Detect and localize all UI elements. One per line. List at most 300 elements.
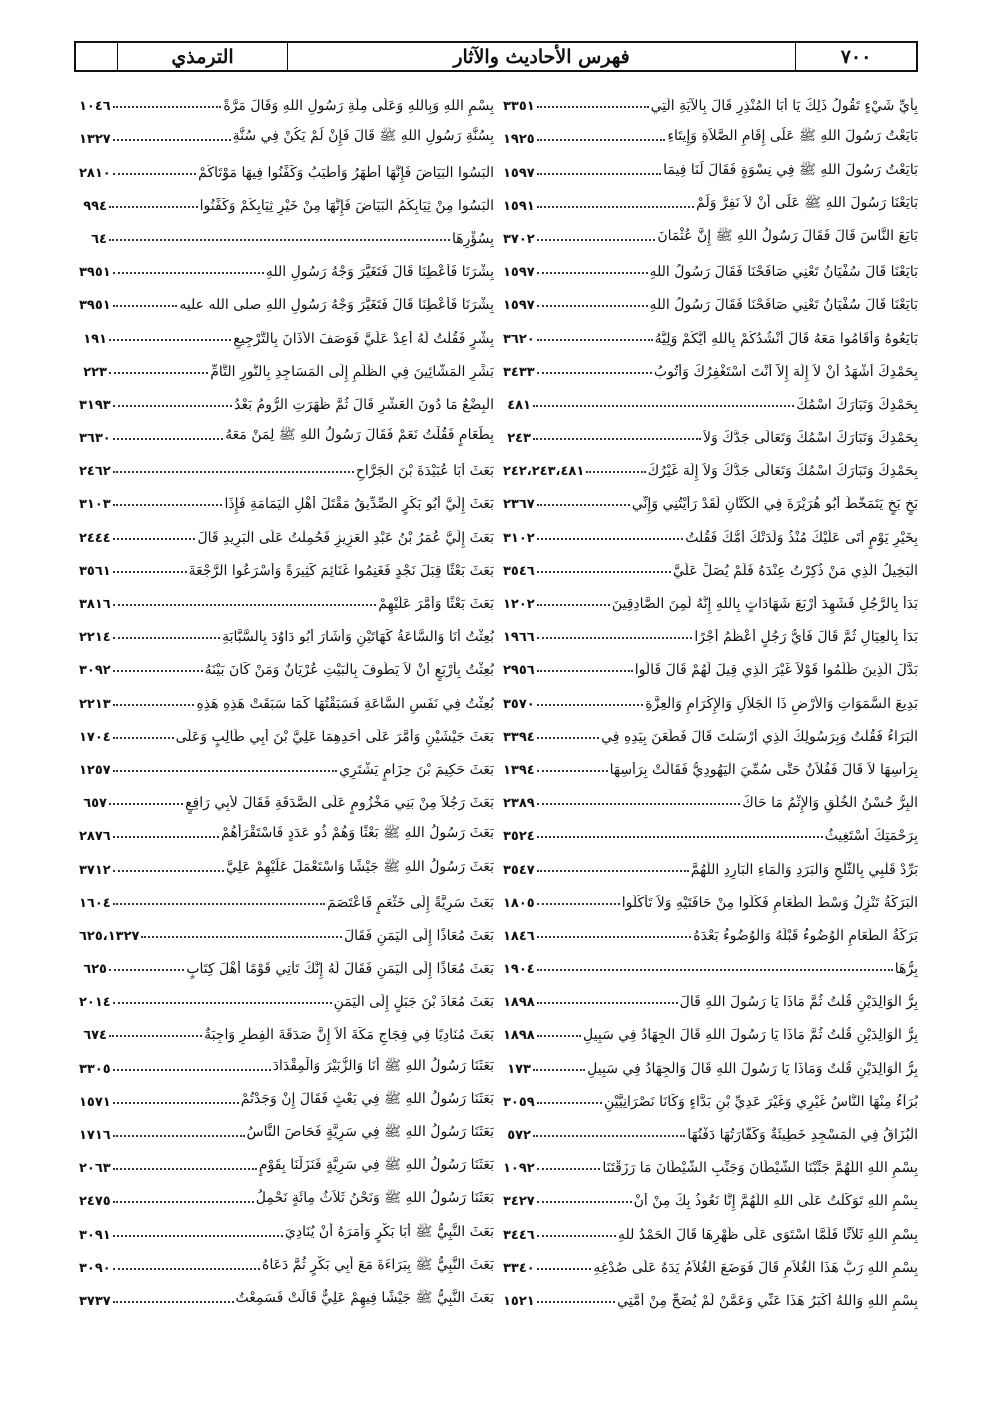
index-entry [503, 250, 918, 283]
leader-dots [537, 339, 653, 341]
hadith-number: ٣٠٥٩ [503, 1094, 535, 1110]
index-entry [79, 383, 494, 416]
index-entry [79, 648, 494, 681]
hadith-text: بِسْمِ اللهِ اللَّهُمَّ جَنِّبْنَا الشَّيْطَانَ وَجَنِّبِ الشَّيْطَانَ مَا رَزَقْتَنَا [602, 1160, 918, 1177]
hadith-number: ٩٩٤ [83, 198, 107, 214]
index-entry [79, 416, 494, 449]
leader-dots [586, 471, 645, 473]
hadith-number: ٣٤٣٣ [503, 364, 535, 380]
hadith-number: ١٥٩٧ [503, 265, 535, 281]
index-entry [79, 449, 494, 482]
leader-dots [537, 670, 633, 672]
index-entry [503, 549, 918, 582]
hadith-text: بَدَأَ بِالرَّجُلِ فَشَهِدَ أَرْبَعَ شَهَادَاتٍ بِاللهِ إِنَّهُ لَمِنَ الصَّادِقِينَ [611, 596, 918, 612]
hadith-text: بَخٍ بَخٍ يَتَمَخَّطُ أَبُو هُرَيْرَةَ فِي الْكَتَّانِ لَقَدْ رَأَيْتُنِي وَإِنِّي [631, 496, 918, 513]
leader-dots [537, 139, 666, 141]
hadith-number: ٣١٠٣ [79, 497, 111, 513]
hadith-text: بَايَعُوهُ وَأَقَامُوا مَعَهُ قَالَ أَنْشُدُكُمْ بِاللهِ أَيُّكُمْ وَلِيُّهُ [654, 330, 918, 347]
index-entry [79, 1279, 494, 1312]
leader-dots [113, 770, 337, 772]
index-entry [79, 1179, 494, 1212]
hadith-text: الْبُزَاقُ فِي الْمَسْجِدِ خَطِيئَةٌ وَكَفَّارَتُهَا دَفْنُهَا [687, 1127, 918, 1143]
leader-dots [113, 571, 187, 573]
hadith-text: بَعَثَنَا رَسُولُ اللهِ ﷺ أَنَا وَالزُّبَيْرَ وَالْمِقْدَادَ [272, 1057, 494, 1074]
hadith-number: ٢٨٧٦ [79, 829, 111, 845]
index-entry [79, 847, 494, 880]
hadith-text: بَدَأَ بِالْعِيَالِ ثُمَّ قَالَ فَأَيُّ رَجُلٍ أَعْظَمُ أَجْرًا [694, 629, 918, 646]
index-entry [503, 914, 918, 947]
hadith-text: بُعِثْتُ فِي نَفَسِ السَّاعَةِ فَسَبَقْتُهَا كَمَا سَبَقَتْ هَذِهِ هَذِهِ [196, 695, 494, 712]
leader-dots [533, 405, 794, 407]
hadith-number: ٢٤٢،٢٤٣،٤٨١ [503, 464, 585, 480]
hadith-text: بِسْمِ اللهِ رَبُّ هَذَا الْغُلاَمِ قَالَ فَوَضَعَ الْغُلاَمُ يَدَهُ عَلَى صُدْغِهِ [593, 1259, 918, 1276]
hadith-number: ٣٣٠٥ [79, 1061, 111, 1077]
hadith-text: بَعَثَنَا رَسُولُ اللهِ ﷺ فِي سَرِيَّةٍ فَنَزَلْنَا بِقَوْمٍ [258, 1157, 494, 1174]
leader-dots [537, 1201, 632, 1203]
hadith-text: بِأَيِّ شَيْءٍ تَقُولُ ذَلِكَ يَا أَبَا الْمُنْذِرِ قَالَ بِالآيَةِ الَّتِي [650, 98, 918, 115]
leader-dots [109, 1035, 202, 1037]
hadith-text: بِرُّ الْوَالِدَيْنِ قُلْتُ ثُمَّ مَاذَا يَا رَسُولَ اللهِ قَالَ [679, 994, 918, 1011]
index-entry [79, 1146, 494, 1179]
index-entry [79, 814, 494, 847]
leader-dots [113, 272, 264, 274]
page-header [74, 41, 918, 72]
leader-dots [113, 139, 231, 141]
leader-dots [537, 1168, 601, 1170]
hadith-number: ٣١٠٢ [503, 530, 535, 546]
hadith-number: ١٧٣ [507, 1061, 531, 1077]
index-entry [503, 316, 918, 349]
hadith-number: ٣٧٠٢ [503, 231, 535, 247]
hadith-number: ٣٧١٢ [79, 862, 111, 878]
right-column [503, 84, 918, 1312]
hadith-text: بَعَثَنَا رَسُولُ اللهِ ﷺ وَنَحْنُ ثَلاَثُ مِائَةٍ نَحْمِلُ [255, 1190, 494, 1207]
page-number: ٧٠٠ [840, 45, 872, 68]
hadith-number: ٦٢٥،١٣٢٧ [79, 928, 140, 944]
hadith-number: ١٦٠٤ [79, 895, 111, 911]
leader-dots [537, 272, 648, 274]
leader-dots [109, 206, 198, 208]
hadith-number: ٢٣٨٩ [503, 796, 535, 812]
index-entry [503, 117, 918, 150]
hadith-text: بَعَثَ رَسُولُ اللهِ ﷺ جَيْشًا وَاسْتَعْمَلَ عَلَيْهِمْ عَلِيَّ [226, 858, 494, 875]
index-entry [503, 283, 918, 316]
hadith-text: بِرُّهَا [894, 961, 918, 978]
index-entry [503, 1080, 918, 1113]
index-entry [503, 648, 918, 681]
hadith-number: ٣٠٩٢ [79, 663, 111, 679]
leader-dots [113, 704, 195, 706]
hadith-text: الْبَسُوا مِنْ ثِيَابِكُمُ الْبَيَاضَ فَإِنَّهَا مِنْ خَيْرِ ثِيَابِكُمْ وَكَفِّنُوا [199, 197, 494, 214]
hadith-number: ١٩٠٤ [503, 962, 535, 978]
hadith-text: بَعَثَ إِلَيَّ عُمَرُ بْنُ عَبْدِ الْعَزِيزِ فَحُمِلْتُ عَلَى الْبَرِيدِ قَالَ [197, 529, 494, 546]
hadith-number: ٣٤٤٦ [503, 1227, 535, 1243]
leader-dots [537, 870, 689, 872]
hadith-number: ٣٠٩٠ [79, 1260, 111, 1276]
leader-dots [141, 936, 342, 938]
hadith-text: بَايَعْنَا قَالَ سُفْيَانُ تَعْنِي صَافَحْنَا فَقَالَ رَسُولُ اللهِ [649, 297, 918, 314]
index-entry [79, 914, 494, 947]
hadith-number: ٦٧٤ [83, 1028, 107, 1044]
leader-dots [537, 206, 694, 208]
index-entry [503, 881, 918, 914]
hadith-text: بَعَثَ النَّبِيُّ ﷺ بِبَرَاءَةَ مَعَ أَبِي بَكْرٍ ثُمَّ دَعَاهُ [262, 1256, 494, 1273]
hadith-text: بَدِيعَ السَّمَوَاتِ وَالأَرْضِ ذَا الْجَلاَلِ وَالإِكْرَامِ وَالْعِزَّةِ [645, 695, 918, 712]
hadith-text: بَدَّلَ الَّذِينَ ظَلَمُوا قَوْلاً غَيْرَ الَّذِي قِيلَ لَهُمْ قَالَ قَالُوا [634, 662, 918, 679]
hadith-text: الْبَرَاءُ فَقُلْتُ وَبِرَسُولِكَ الَّذِي أَرْسَلْتَ قَالَ فَطَعَنَ بِيَدِهِ فِي [601, 728, 918, 745]
leader-dots [537, 770, 608, 772]
index-entry [79, 316, 494, 349]
hadith-number: ٣٠٩١ [79, 1227, 111, 1243]
hadith-text: بَعَثَ أَبَا عُبَيْدَةَ بْنَ الْجَرَّاحِ [355, 463, 494, 480]
leader-dots [537, 106, 649, 108]
index-entry [79, 715, 494, 748]
index-entry [503, 814, 918, 847]
hadith-text: بِشْرَنَا فَأَعْطِنَا قَالَ فَتَغَيَّرَ وَجْهُ رَسُولِ اللهِ صلى الله عليه [179, 297, 494, 314]
hadith-number: ٣٥٤٧ [503, 862, 535, 878]
hadith-text: بِسْمِ اللهِ ثَلاَثًا فَلَمَّا اسْتَوَى عَلَى ظَهْرِهَا قَالَ الْحَمْدُ للهِ [618, 1226, 918, 1243]
index-entry [503, 350, 918, 383]
index-entry [79, 350, 494, 383]
index-entry [503, 781, 918, 814]
hadith-text: بَايَعْنَا قَالَ سُفْيَانُ تَعْنِي صَافَحْنَا فَقَالَ رَسُولُ اللهِ [649, 264, 918, 281]
hadith-number: ١٥٩٧ [503, 298, 535, 314]
hadith-text: بِحَمْدِكَ وَتَبَارَكَ اسْمُكَ وَتَعَالَى جَدُّكَ وَلاَ [702, 430, 918, 447]
hadith-text: بِرَحْمَتِكَ أَسْتَغِيثُ [824, 828, 918, 845]
hadith-text: بَعَثَ بَعْثًا قِبَلَ نَجْدٍ فَغَنِمُوا غَنَائِمَ كَثِيرَةً وَأَسْرَعُوا الرَّجْعَةَ [188, 562, 494, 579]
hadith-number: ١٠٩٢ [503, 1161, 535, 1177]
hadith-text: بِسُنَّةِ رَسُولِ اللهِ ﷺ قَالَ فَإِنْ لَمْ يَكُنْ فِي سُنَّةِ [232, 128, 494, 145]
leader-dots [113, 1002, 332, 1004]
hadith-number: ٣٣٩٤ [503, 729, 535, 745]
hadith-text: بَايَعَ النَّاسَ قَالَ فَقَالَ رَسُولُ اللهِ ﷺ إِنَّ عُثْمَانَ [657, 227, 918, 244]
index-entry [503, 1212, 918, 1245]
leader-dots [113, 305, 178, 307]
leader-dots [113, 1069, 271, 1071]
hadith-number: ١٢٠٢ [503, 597, 535, 612]
leader-dots [113, 1168, 257, 1170]
index-entry [79, 84, 494, 117]
leader-dots [537, 637, 693, 639]
hadith-text: بَرَكَةُ الطَّعَامِ الْوُضُوءُ قَبْلَهُ وَالْوُضُوءُ بَعْدَهُ [693, 927, 918, 944]
leader-dots [109, 969, 184, 971]
hadith-text: بَايَعْنَا رَسُولَ اللهِ ﷺ عَلَى أَنْ لاَ نَفِرَّ وَلَمْ [696, 194, 918, 211]
leader-dots [537, 704, 643, 706]
leader-dots [533, 1069, 585, 1071]
leader-dots [113, 1102, 239, 1104]
leader-dots [113, 538, 196, 540]
hadith-number: ١٩٦٦ [503, 630, 535, 646]
leader-dots [537, 1301, 615, 1303]
hadith-text: الْبِضْعُ مَا دُونَ الْعَشْرِ قَالَ ثُمَّ ظَهَرَتِ الرُّومُ بَعْدُ [234, 396, 494, 413]
leader-dots [113, 1235, 283, 1237]
hadith-text: الْبَرَكَةُ تَنْزِلُ وَسْطَ الطَّعَامِ فَكُلُوا مِنْ حَافَتَيْهِ وَلاَ تَأْكُلُوا [621, 894, 918, 911]
hadith-text: بَعَثَ حَكِيمَ بْنَ حِزَامٍ يَشْتَرِي [339, 761, 494, 778]
leader-dots [113, 604, 377, 606]
hadith-text: بَعَثَنَا رَسُولُ اللهِ ﷺ فِي بَعْثٍ فَقَالَ إِنْ وَجَدْتُمْ [240, 1090, 494, 1107]
leader-dots [113, 106, 222, 108]
index-entry [503, 748, 918, 781]
leader-dots [113, 903, 325, 905]
leader-dots [537, 836, 823, 838]
index-entry [503, 1113, 918, 1146]
hadith-text: بَعَثَ رَجُلاً مِنْ بَنِي مَخْزُومٍ عَلَى الصَّدَقَةِ فَقَالَ لأَبِي رَافِعٍ [185, 795, 494, 812]
leader-dots [537, 305, 648, 307]
hadith-text: بِرَأْسِهَا لاَ قَالَ فَفُلاَنٌ حَتَّى سُمِّيَ الْيَهُودِيُّ فَقَالَتْ بِرَأْسِهَا [609, 761, 918, 778]
left-column [79, 84, 494, 1312]
leader-dots [537, 737, 599, 739]
leader-dots [113, 173, 196, 175]
hadith-number: ٣٨١٦ [79, 597, 111, 612]
header-blank-cell [76, 43, 118, 70]
hadith-number: ٢٤٤٤ [79, 530, 111, 546]
hadith-number: ٢٢١٣ [79, 696, 111, 712]
leader-dots [537, 1035, 581, 1037]
hadith-text: بَايَعْتُ رَسُولَ اللهِ ﷺ فِي نِسْوَةٍ فَقَالَ لَنَا فِيمَا [663, 161, 918, 178]
hadith-number: ٣٧٣٧ [79, 1293, 111, 1309]
index-entry [503, 1146, 918, 1179]
leader-dots [537, 1102, 602, 1104]
hadith-text: بَعَثَ جَيْشَيْنِ وَأَمَّرَ عَلَى أَحَدِهِمَا عَلِيَّ بْنَ أَبِي طَالِبٍ وَعَلَى [175, 728, 494, 745]
hadith-number: ١٧٠٤ [79, 729, 111, 745]
hadith-number: ٣٣٤٠ [503, 1260, 535, 1276]
leader-dots [537, 903, 620, 905]
index-entry [503, 84, 918, 117]
hadith-number: ٣٥٧٠ [503, 696, 535, 712]
leader-dots [533, 438, 701, 440]
index-entry [503, 449, 918, 482]
index-entry [503, 515, 918, 548]
hadith-number: ١٠٤٦ [79, 99, 111, 115]
hadith-text: بِشْرَنَا فَأَعْطِنَا قَالَ فَتَغَيَّرَ وَجْهُ رَسُولِ اللهِ [265, 264, 494, 281]
hadith-text: بِشْرٍ فَقُلْتُ لَهُ أَعِدْ عَلَيَّ فَوَصَفَ الأَذَانَ بِالتَّرْجِيعِ [233, 330, 494, 347]
index-entry [79, 283, 494, 316]
hadith-number: ٣٤٢٧ [503, 1194, 535, 1210]
index-entry [79, 947, 494, 980]
hadith-number: ١٨٤٦ [503, 928, 535, 944]
index-entry [503, 383, 918, 416]
leader-dots [537, 538, 683, 540]
hadith-text: بَعَثَ بَعْثًا وَأَمَّرَ عَلَيْهِمْ [378, 596, 494, 612]
leader-dots [537, 803, 741, 805]
hadith-text: بِطَعَامٍ فَقُلْتُ نَعَمْ فَقَالَ رَسُولُ اللهِ ﷺ لِمَنْ مَعَهُ [225, 427, 494, 444]
hadith-number: ٢٤٣ [507, 431, 531, 447]
book-name: الترمذي [118, 43, 288, 70]
index-entry [79, 482, 494, 515]
hadith-text: بِرُّ الْوَالِدَيْنِ قُلْتُ وَمَاذَا يَا رَسُولَ اللهِ قَالَ وَالْجِهَادُ فِي سَبِيلِ [587, 1060, 918, 1077]
leader-dots [537, 239, 656, 241]
index-entry [79, 250, 494, 283]
index-entry [503, 582, 918, 615]
hadith-text: بِسْمِ اللهِ تَوَكَّلْتُ عَلَى اللهِ اللَّهُمَّ إِنَّا نَعُوذُ بِكَ مِنْ أَنْ [633, 1193, 918, 1210]
hadith-number: ٣٩٥١ [79, 265, 111, 281]
index-entry [79, 748, 494, 781]
leader-dots [537, 1268, 592, 1270]
leader-dots [113, 438, 223, 440]
hadith-number: ٤٨١ [507, 397, 531, 413]
hadith-text: بِحَمْدِكَ وَتَبَارَكَ اسْمُكَ [796, 396, 918, 413]
leader-dots [113, 1135, 245, 1137]
hadith-text: بِخَيْرِ يَوْمٍ أَتَى عَلَيْكَ مُنْذُ وَلَدَتْكَ أُمُّكَ فَقُلْتُ [685, 529, 918, 546]
hadith-number: ٢٠١٤ [79, 995, 111, 1011]
leader-dots [537, 1235, 616, 1237]
leader-dots [113, 670, 203, 672]
hadith-number: ٣٦٢٠ [503, 331, 535, 347]
leader-dots [113, 1268, 260, 1270]
index-entry [503, 681, 918, 714]
hadith-number: ١٩١ [83, 331, 107, 347]
leader-dots [113, 1201, 254, 1203]
index-entry [79, 1046, 494, 1079]
index-entry [79, 1113, 494, 1146]
hadith-number: ٥٧٢ [507, 1128, 531, 1143]
hadith-number: ١٨٩٨ [503, 995, 535, 1011]
index-entry [79, 515, 494, 548]
hadith-number: ١٣٢٧ [79, 132, 111, 148]
hadith-number: ٦٤ [91, 231, 107, 247]
index-entry [79, 217, 494, 250]
index-entry [79, 150, 494, 183]
hadith-number: ١٨٠٥ [503, 895, 535, 911]
leader-dots [113, 737, 174, 739]
index-entry [79, 1246, 494, 1279]
hadith-text: بَعَثَ سَرِيَّةً إِلَى خَثْعَمٍ فَاعْتَصَمَ [327, 894, 494, 911]
index-entry [79, 1013, 494, 1046]
hadith-number: ٢٩٥٦ [503, 663, 535, 679]
hadith-text: بُعِثْتُ أَنَا وَالسَّاعَةُ كَهَاتَيْنِ وَأَشَارَ أَبُو دَاوُدَ بِالسَّبَّابَةِ [222, 629, 494, 646]
hadith-number: ١٩٢٥ [503, 132, 535, 148]
index-entry [503, 847, 918, 880]
index-entry [79, 615, 494, 648]
leader-dots [533, 1135, 685, 1137]
index-entry [503, 947, 918, 980]
hadith-text: بَعَثَ مُنَادِيًا فِي فِجَاجِ مَكَّةَ أَلاَ إِنَّ صَدَقَةَ الْفِطْرِ وَاجِبَةٌ [204, 1027, 494, 1044]
index-entry [503, 1179, 918, 1212]
hadith-number: ١٨٩٨ [503, 1028, 535, 1044]
hadith-number: ٣٦٣٠ [79, 431, 111, 447]
index-entry [79, 117, 494, 150]
hadith-text: بَعَثَ مُعَاذًا إِلَى الْيَمَنِ فَقَالَ لَهُ إِنَّكَ تَأْتِي قَوْمًا أَهْلَ كِتَابٍ [186, 961, 494, 978]
leader-dots [537, 604, 610, 606]
leader-dots [113, 471, 354, 473]
page-title: فهرس الأحاديث والآثار [288, 43, 796, 70]
leader-dots [109, 803, 183, 805]
hadith-number: ٢٤٦٢ [79, 464, 111, 480]
hadith-number: ١٧١٦ [79, 1128, 111, 1143]
leader-dots [109, 372, 208, 374]
index-entry [503, 184, 918, 217]
index-entry [79, 549, 494, 582]
hadith-text: بَعَثَ النَّبِيُّ ﷺ جَيْشًا فِيهِمْ عَلِيٌّ قَالَتْ فَسَمِعْتُ [235, 1289, 494, 1306]
hadith-number: ١٥٧١ [79, 1094, 111, 1110]
hadith-number: ١٢٥٧ [79, 762, 111, 778]
leader-dots [537, 1002, 678, 1004]
leader-dots [113, 504, 223, 506]
hadith-number: ٢٣٦٧ [503, 497, 535, 513]
hadith-number: ١٣٩٤ [503, 762, 535, 778]
index-entry [79, 582, 494, 615]
hadith-text: بِسُؤْرِهَا [451, 230, 494, 247]
hadith-number: ٣٥٤٦ [503, 563, 535, 579]
leader-dots [537, 571, 671, 573]
hadith-text: بَعَثَ النَّبِيُّ ﷺ أَبَا بَكْرٍ وَأَمَرَهُ أَنْ يُنَادِيَ [284, 1223, 494, 1240]
hadith-text: بَعَثَ إِلَيَّ أَبُو بَكْرٍ الصِّدِّيقُ مَقْتَلَ أَهْلِ الْيَمَامَةِ فَإِذَا [224, 496, 494, 513]
hadith-text: بُعِثْتُ بِأَرْبَعٍ أَنْ لاَ يَطُوفَ بِالْبَيْتِ عُرْيَانٌ وَمَنْ كَانَ بَيْنَهُ [204, 662, 494, 679]
index-entry [503, 482, 918, 515]
hadith-text: بَعَثَ مُعَاذَ بْنَ جَبَلٍ إِلَى الْيَمَنِ [333, 994, 494, 1011]
leader-dots [537, 936, 692, 938]
index-entry [503, 1246, 918, 1279]
index-entry [503, 1046, 918, 1079]
index-entry [503, 615, 918, 648]
leader-dots [537, 372, 652, 374]
leader-dots [537, 173, 661, 175]
index-entry [503, 150, 918, 183]
index-entry [79, 781, 494, 814]
hadith-text: بَعَثَنَا رَسُولُ اللهِ ﷺ فِي سَرِيَّةٍ فَحَاصَ النَّاسُ [246, 1124, 494, 1140]
index-entry [79, 1212, 494, 1245]
index-entry [503, 217, 918, 250]
index-entry [503, 1013, 918, 1046]
leader-dots [537, 504, 630, 506]
hadith-number: ٢٤٧٥ [79, 1194, 111, 1210]
index-entry [503, 416, 918, 449]
index-entry [79, 184, 494, 217]
leader-dots [113, 870, 224, 872]
leader-dots [537, 969, 893, 971]
hadith-number: ٢٢٣ [83, 364, 107, 380]
hadith-text: بُرَآءُ مِنْهَا النَّاسُ غَيْرِي وَغَيْرَ عَدِيِّ بْنِ بَدَّاءٍ وَكَانَا نَصْرَانِيَّيْنِ [603, 1093, 918, 1110]
hadith-number: ٦٢٥ [83, 962, 107, 978]
leader-dots [113, 1301, 234, 1303]
leader-dots [109, 239, 450, 241]
hadith-text: بَايَعْتُ رَسُولَ اللهِ ﷺ عَلَى إِقَامِ الصَّلاَةِ وَإِيتَاءِ [667, 128, 918, 145]
hadith-number: ٦٥٧ [83, 796, 107, 812]
index-entry [79, 1080, 494, 1113]
hadith-text: بِحَمْدِكَ أَشْهَدُ أَنْ لاَ إِلَهَ إِلاَّ أَنْتَ أَسْتَغْفِرُكَ وَأَتُوبُ [653, 363, 918, 380]
index-entry [503, 715, 918, 748]
index-entry [79, 881, 494, 914]
hadith-text: الْبَخِيلُ الَّذِي مَنْ ذُكِرْتُ عِنْدَهُ فَلَمْ يُصَلِّ عَلَيَّ [672, 562, 918, 579]
index-entry [79, 980, 494, 1013]
hadith-number: ٢٠٦٣ [79, 1161, 111, 1177]
leader-dots [109, 339, 231, 341]
hadith-text: الْبَسُوا الْبَيَاضَ فَإِنَّهَا أَطْهَرُ وَأَطْيَبُ وَكَفِّنُوا فِيهَا مَوْتَاكُمْ [198, 164, 494, 181]
leader-dots [113, 836, 219, 838]
hadith-number: ١٥٩١ [503, 198, 535, 214]
hadith-text: بِرُّ الْوَالِدَيْنِ قُلْتُ ثُمَّ مَاذَا يَا رَسُولَ اللهِ قَالَ الْجِهَادُ فِي سَبِيلِ [583, 1027, 918, 1044]
hadith-number: ٣٥٢٤ [503, 829, 535, 845]
hadith-number: ٣٩٥١ [79, 298, 111, 314]
hadith-text: بَرِّدْ قَلْبِي بِالثَّلْجِ وَالْبَرَدِ وَالْمَاءِ الْبَارِدِ اللَّهُمَّ [690, 861, 918, 878]
hadith-number: ٢٢١٤ [79, 630, 111, 646]
hadith-text: بَعَثَ مُعَاذًا إِلَى الْيَمَنِ فَقَالَ [343, 927, 494, 944]
hadith-number: ١٥٢١ [503, 1293, 535, 1309]
index-entry [79, 681, 494, 714]
hadith-number: ١٥٩٧ [503, 165, 535, 181]
hadith-text: الْبِرُّ حُسْنُ الْخُلُقِ وَالإِثْمُ مَا حَاكَ [742, 795, 918, 812]
hadith-text: بِسْمِ اللهِ وَبِاللهِ وَعَلَى مِلَّةِ رَسُولِ اللهِ وَقَالَ مَرَّةً [223, 98, 494, 115]
hadith-number: ٣١٩٣ [79, 397, 111, 413]
leader-dots [113, 637, 220, 639]
hadith-text: بِسْمِ اللهِ وَاللهُ أَكْبَرُ هَذَا عَنِّي وَعَمَّنْ لَمْ يُضَحِّ مِنْ أُمَّتِي [617, 1292, 918, 1309]
leader-dots [113, 405, 232, 407]
hadith-number: ٣٣٥١ [503, 99, 535, 115]
index-entry [503, 1279, 918, 1312]
index-entry [503, 980, 918, 1013]
hadith-number: ٢٨١٠ [79, 165, 111, 181]
hadith-text: بِحَمْدِكَ وَتَبَارَكَ اسْمُكَ وَتَعَالَى جَدُّكَ وَلاَ إِلَهَ غَيْرُكَ [647, 463, 918, 480]
